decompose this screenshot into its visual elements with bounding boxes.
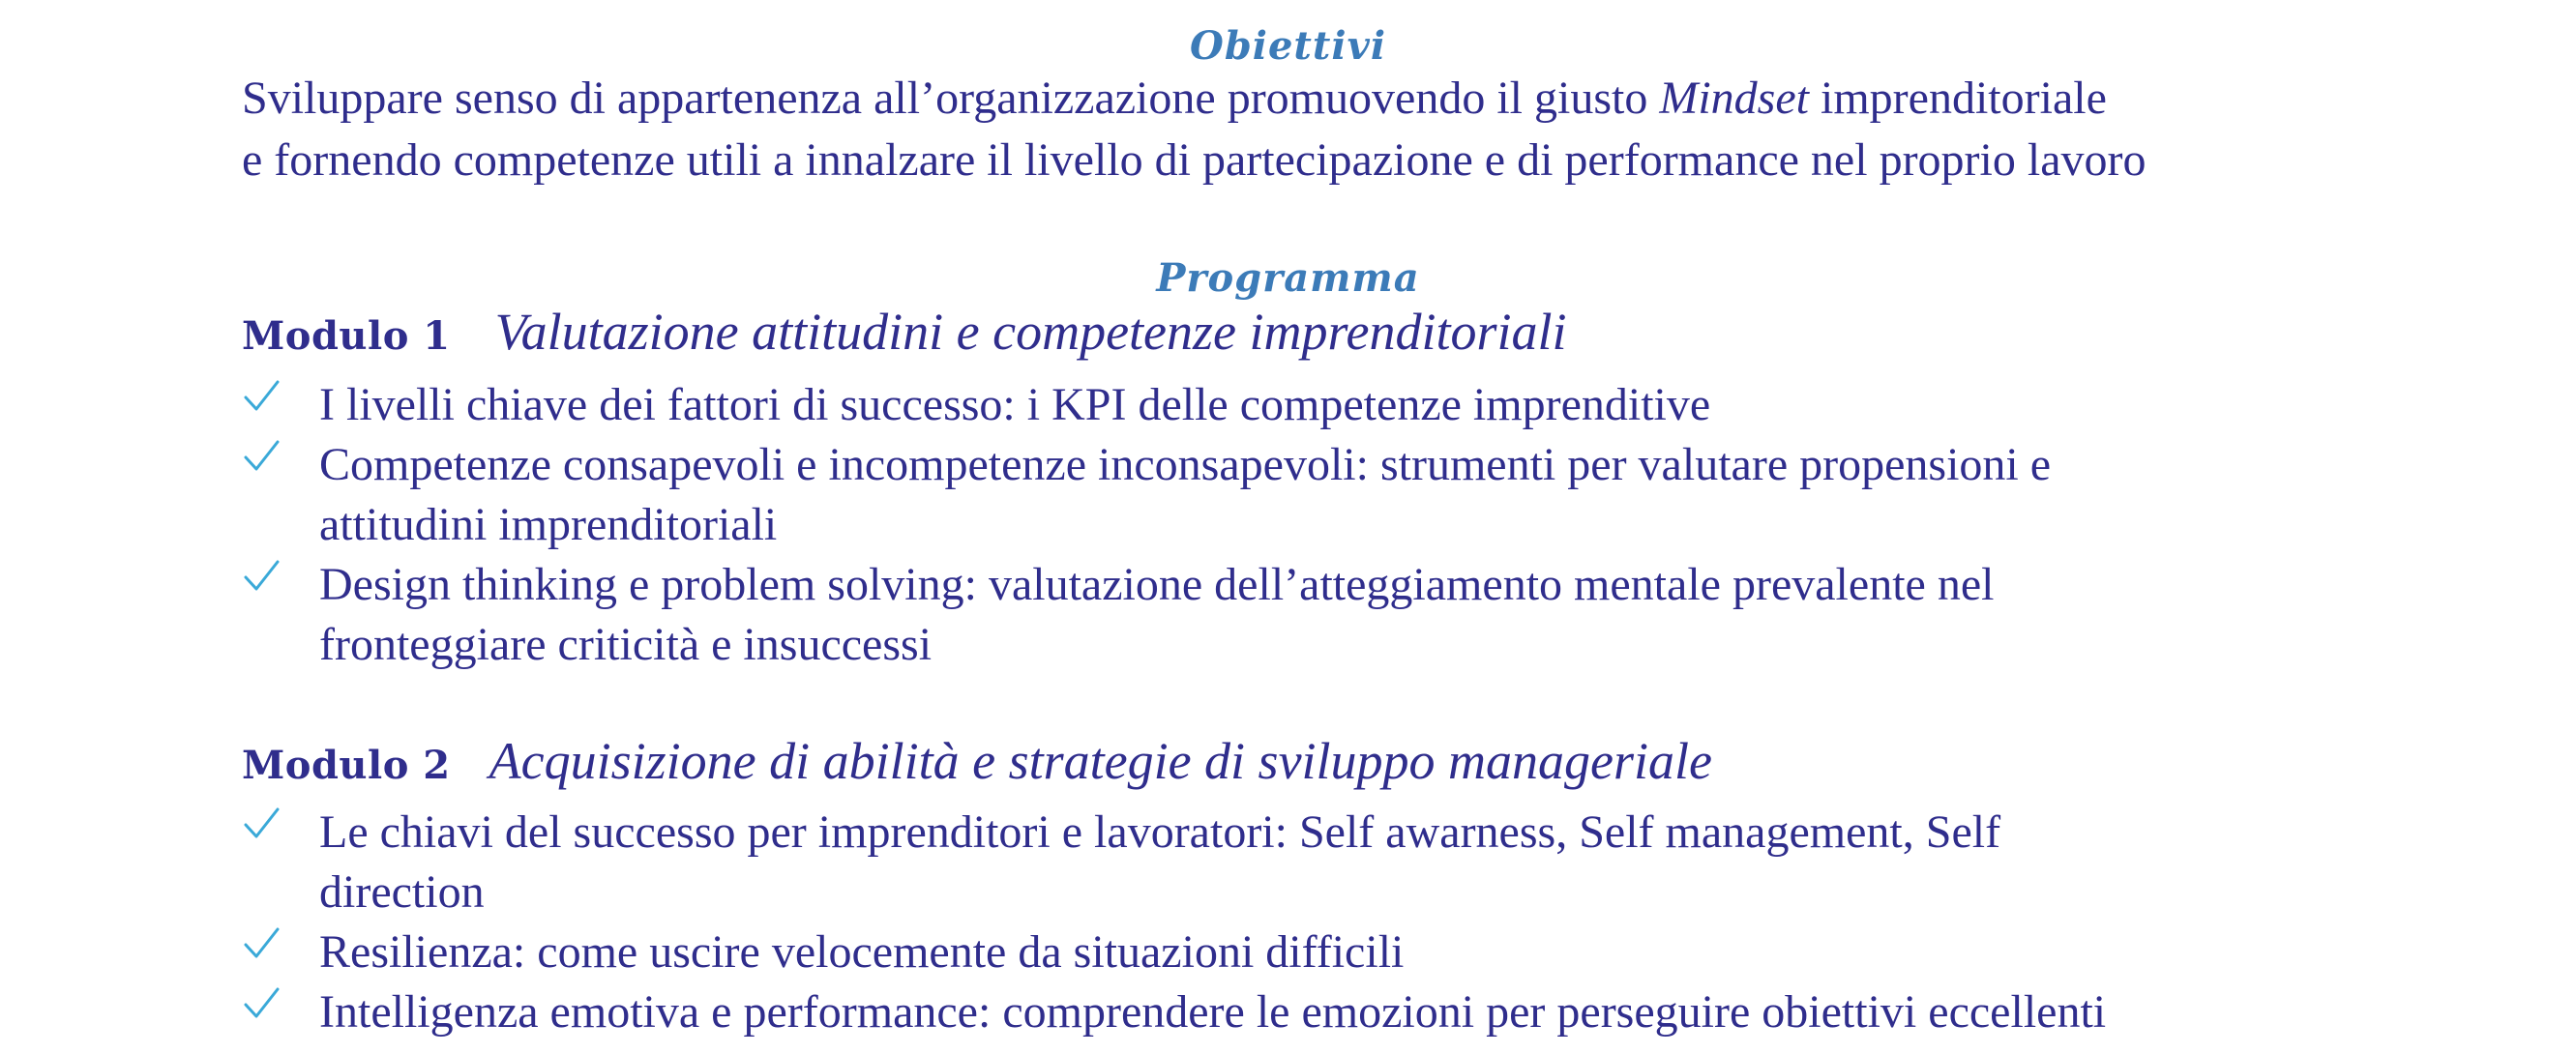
- checkmark-icon: [242, 377, 281, 416]
- item-text-line: Intelligenza emotiva e performance: comprendere le emozioni per perseguire obiettivi eccellenti: [319, 986, 2107, 1038]
- item-text-line: fronteggiare criticità e insuccessi: [319, 619, 933, 670]
- objectives-line-1-start: Sviluppare senso di appartenenza all’organizzazione promuovendo il giusto: [242, 73, 1660, 124]
- objectives-line-2: e fornendo competenze utili a innalzare il livello di partecipazione e di performance nel proprio lavoro: [242, 134, 2147, 186]
- item-text-line: direction: [319, 866, 485, 918]
- item-text-line: Resilienza: come uscire velocemente da situazioni difficili: [319, 926, 1405, 978]
- module-2-item-1-text: [319, 803, 2544, 922]
- objectives-heading: Obiettivi: [1189, 23, 1387, 69]
- item-text-line: Competenze consapevoli e incompetenze inconsapevoli: strumenti per valutare propensioni e: [319, 439, 2052, 490]
- item-text-line: I livelli chiave dei fattori di successo: i KPI delle competenze imprenditive: [319, 379, 1711, 430]
- item-text-line: Design thinking e problem solving: valutazione dell’atteggiamento mentale prevalente nel: [319, 559, 1995, 610]
- objectives-mindset-term: Mindset: [1659, 73, 1809, 124]
- module-1-title: Valutazione attitudini e competenze imprenditoriali: [494, 303, 1567, 361]
- checkmark-icon: [242, 557, 281, 596]
- checkmark-icon: [242, 805, 281, 843]
- module-2-item-3-text: [319, 982, 2544, 1042]
- checkmark-icon: [242, 924, 281, 963]
- program-heading: Programma: [1156, 255, 1420, 301]
- objectives-line-1-end: imprenditoriale: [1808, 73, 2107, 124]
- module-1-label: Modulo 1: [242, 313, 451, 359]
- module-1-item-1-text: [319, 375, 2544, 435]
- checkmark-icon: [242, 984, 281, 1023]
- item-text-line: attitudini imprenditoriali: [319, 499, 778, 550]
- item-text-line: Le chiavi del successo per imprenditori e lavoratori: Self awarness, Self management, Self: [319, 806, 2001, 858]
- module-2-title: Acquisizione di abilità e strategie di sviluppo manageriale: [489, 732, 1712, 790]
- module-2-item-2-text: [319, 922, 2544, 982]
- module-1-heading: [242, 302, 1567, 362]
- module-1-item-3-text: [319, 555, 2544, 675]
- objectives-line-1: [242, 70, 2107, 128]
- checkmark-icon: [242, 437, 281, 476]
- module-2-heading: [242, 731, 1712, 791]
- module-2-label: Modulo 2: [242, 743, 451, 788]
- module-1-item-2-text: [319, 435, 2544, 555]
